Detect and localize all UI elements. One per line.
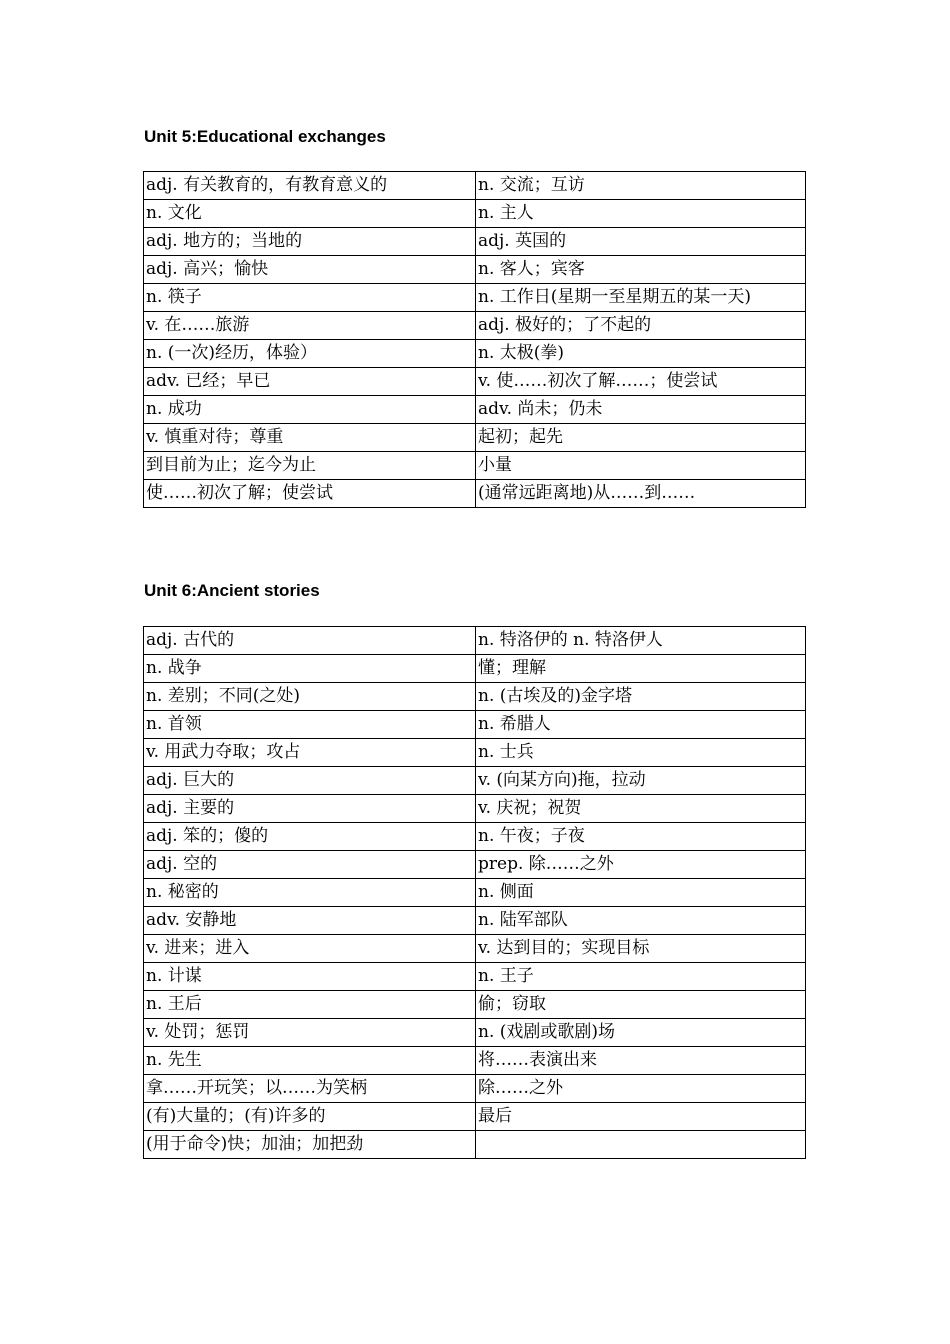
- vocab-cell-right: n. 午夜；子夜: [476, 823, 806, 851]
- vocab-cell-right: (通常远距离地)从……到……: [476, 480, 806, 508]
- table-row: [144, 1019, 806, 1047]
- vocab-cell-right: prep. 除……之外: [476, 851, 806, 879]
- vocab-cell-right: v. 达到目的；实现目标: [476, 935, 806, 963]
- vocab-cell-right: v. 使……初次了解……；使尝试: [476, 368, 806, 396]
- table-row: [144, 851, 806, 879]
- vocab-cell-right: adj. 英国的: [476, 228, 806, 256]
- table-row: [144, 739, 806, 767]
- table-row: [144, 655, 806, 683]
- vocab-cell-left: v. 进来；进入: [144, 935, 476, 963]
- vocab-cell-right: 偷；窃取: [476, 991, 806, 1019]
- vocab-cell-right: 起初；起先: [476, 424, 806, 452]
- table-row: [144, 368, 806, 396]
- vocab-cell-left: 到目前为止；迄今为止: [144, 452, 476, 480]
- vocab-cell-left: adj. 巨大的: [144, 767, 476, 795]
- table-row: [144, 767, 806, 795]
- table-row: [144, 1075, 806, 1103]
- unit5-vocab-table: [143, 171, 806, 508]
- table-row: [144, 340, 806, 368]
- vocab-cell-right: n. (古埃及的)金字塔: [476, 683, 806, 711]
- table-row: [144, 172, 806, 200]
- vocab-cell-left: v. 慎重对待；尊重: [144, 424, 476, 452]
- table-row: [144, 480, 806, 508]
- vocab-cell-left: n. 成功: [144, 396, 476, 424]
- vocab-cell-left: n. 筷子: [144, 284, 476, 312]
- table-row: [144, 228, 806, 256]
- table-row: [144, 396, 806, 424]
- vocab-cell-left: adj. 古代的: [144, 627, 476, 655]
- vocab-cell-left: n. 差别；不同(之处): [144, 683, 476, 711]
- vocab-cell-right: n. 太极(拳): [476, 340, 806, 368]
- table-row: [144, 312, 806, 340]
- unit6-vocab-table: [143, 626, 806, 1159]
- unit5-title: Unit 5:Educational exchanges: [144, 127, 386, 146]
- vocab-cell-left: adj. 主要的: [144, 795, 476, 823]
- vocab-cell-right: n. (戏剧或歌剧)场: [476, 1019, 806, 1047]
- vocab-cell-right: 将……表演出来: [476, 1047, 806, 1075]
- table-row: [144, 795, 806, 823]
- vocab-cell-right: n. 王子: [476, 963, 806, 991]
- table-row: [144, 424, 806, 452]
- table-row: [144, 1103, 806, 1131]
- unit6-title: Unit 6:Ancient stories: [144, 581, 320, 600]
- vocab-cell-left: adj. 高兴；愉快: [144, 256, 476, 284]
- vocab-cell-left: n. 文化: [144, 200, 476, 228]
- vocab-cell-left: n. 战争: [144, 655, 476, 683]
- table-row: [144, 879, 806, 907]
- vocab-cell-right: n. 客人；宾客: [476, 256, 806, 284]
- table-row: [144, 256, 806, 284]
- table-row: [144, 935, 806, 963]
- vocab-cell-left: (用于命令)快；加油；加把劲: [144, 1131, 476, 1159]
- vocab-cell-left: v. 用武力夺取；攻占: [144, 739, 476, 767]
- table-row: [144, 627, 806, 655]
- vocab-cell-left: adj. 有关教育的，有教育意义的: [144, 172, 476, 200]
- table-row: [144, 963, 806, 991]
- vocab-cell-left: adj. 笨的；傻的: [144, 823, 476, 851]
- vocab-cell-right: adj. 极好的；了不起的: [476, 312, 806, 340]
- vocab-cell-right: 小量: [476, 452, 806, 480]
- table-row: [144, 452, 806, 480]
- vocab-cell-left: n. 王后: [144, 991, 476, 1019]
- vocab-cell-left: 使……初次了解；使尝试: [144, 480, 476, 508]
- vocab-cell-left: v. 在……旅游: [144, 312, 476, 340]
- vocab-cell-right: n. 侧面: [476, 879, 806, 907]
- vocab-cell-right: adv. 尚未；仍未: [476, 396, 806, 424]
- table-row: [144, 711, 806, 739]
- table-row: [144, 991, 806, 1019]
- vocab-cell-left: 拿……开玩笑；以……为笑柄: [144, 1075, 476, 1103]
- vocab-cell-left: v. 处罚；惩罚: [144, 1019, 476, 1047]
- vocab-cell-right: 最后: [476, 1103, 806, 1131]
- vocab-cell-right: n. 特洛伊的 n. 特洛伊人: [476, 627, 806, 655]
- vocab-cell-left: adv. 安静地: [144, 907, 476, 935]
- table-row: [144, 1047, 806, 1075]
- table-row: [144, 200, 806, 228]
- vocab-cell-left: n. 首领: [144, 711, 476, 739]
- vocab-cell-left: (有)大量的；(有)许多的: [144, 1103, 476, 1131]
- vocab-cell-right: n. 希腊人: [476, 711, 806, 739]
- table-row: [144, 284, 806, 312]
- vocab-cell-right: n. 交流；互访: [476, 172, 806, 200]
- vocab-cell-left: n. 计谋: [144, 963, 476, 991]
- vocab-cell-right: [476, 1131, 806, 1159]
- vocab-cell-left: adj. 空的: [144, 851, 476, 879]
- table-row: [144, 683, 806, 711]
- vocab-cell-right: n. 主人: [476, 200, 806, 228]
- vocab-cell-left: n. 秘密的: [144, 879, 476, 907]
- vocab-cell-left: adv. 已经；早已: [144, 368, 476, 396]
- vocab-cell-right: 懂；理解: [476, 655, 806, 683]
- vocab-cell-right: n. 士兵: [476, 739, 806, 767]
- vocab-cell-right: 除……之外: [476, 1075, 806, 1103]
- table-row: [144, 907, 806, 935]
- vocab-cell-right: v. (向某方向)拖，拉动: [476, 767, 806, 795]
- vocab-cell-left: n. 先生: [144, 1047, 476, 1075]
- vocab-cell-left: adj. 地方的；当地的: [144, 228, 476, 256]
- vocab-cell-right: v. 庆祝；祝贺: [476, 795, 806, 823]
- vocab-cell-right: n. 陆军部队: [476, 907, 806, 935]
- vocab-cell-left: n. (一次)经历，体验）: [144, 340, 476, 368]
- table-row: [144, 823, 806, 851]
- vocab-cell-right: n. 工作日(星期一至星期五的某一天): [476, 284, 806, 312]
- table-row: [144, 1131, 806, 1159]
